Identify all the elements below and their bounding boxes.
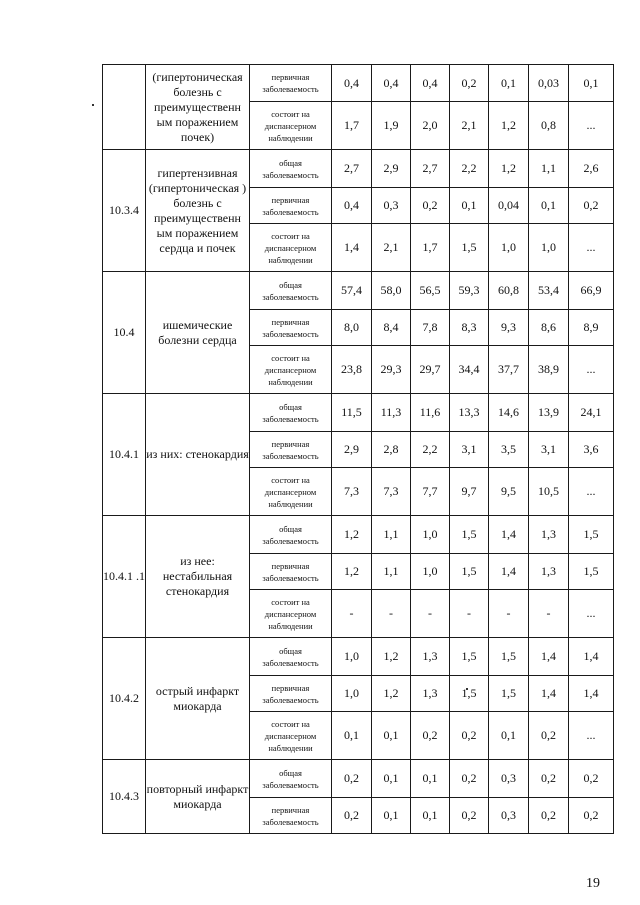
value-cell: 9,5 (489, 468, 529, 516)
value-cell: 0,3 (489, 798, 529, 834)
value-cell: 1,5 (450, 516, 489, 554)
value-cell: 58,0 (372, 272, 411, 310)
indicator-label: общая заболеваемость (250, 516, 332, 554)
value-cell: 2,0 (411, 102, 450, 150)
disease-name: из них: стенокардия (146, 394, 250, 516)
value-cell: 38,9 (529, 346, 569, 394)
indicator-label: общая заболеваемость (250, 760, 332, 798)
value-cell: 1,4 (529, 676, 569, 712)
value-cell: 13,3 (450, 394, 489, 432)
value-cell: 0,2 (411, 712, 450, 760)
value-cell: 0,03 (529, 65, 569, 102)
table-row (103, 394, 614, 432)
indicator-label: общая заболеваемость (250, 150, 332, 188)
page-number: 19 (586, 876, 600, 891)
value-cell: 1,3 (411, 676, 450, 712)
value-cell: 1,7 (411, 224, 450, 272)
value-cell: 8,0 (332, 310, 372, 346)
value-cell: 1,5 (569, 554, 614, 590)
value-cell: 1,3 (529, 516, 569, 554)
value-cell: 0,3 (372, 188, 411, 224)
value-cell: 1,5 (450, 638, 489, 676)
value-cell: 8,6 (529, 310, 569, 346)
disease-name: (гипертоническая болезнь с преимущественн ым поражением почек) (146, 65, 250, 150)
row-code: 10.3.4 (103, 150, 146, 272)
row-code: 10.4.2 (103, 638, 146, 760)
indicator-label: состоит на диспансерном наблюдении (250, 712, 332, 760)
value-cell: 0,2 (411, 188, 450, 224)
value-cell: 13,9 (529, 394, 569, 432)
value-cell: 0,1 (411, 760, 450, 798)
value-cell: ... (569, 468, 614, 516)
value-cell: 57,4 (332, 272, 372, 310)
value-cell: 8,9 (569, 310, 614, 346)
value-cell: 1,5 (450, 554, 489, 590)
value-cell: 1,1 (529, 150, 569, 188)
table-row (103, 272, 614, 310)
value-cell: 23,8 (332, 346, 372, 394)
value-cell: 7,8 (411, 310, 450, 346)
value-cell: 0,1 (529, 188, 569, 224)
value-cell: 0,2 (450, 760, 489, 798)
value-cell: 56,5 (411, 272, 450, 310)
value-cell: 7,3 (372, 468, 411, 516)
table-row (103, 638, 614, 676)
table-body (103, 65, 614, 834)
value-cell: 9,7 (450, 468, 489, 516)
value-cell: 0,2 (569, 760, 614, 798)
value-cell: 0,2 (332, 798, 372, 834)
value-cell: 0,4 (372, 65, 411, 102)
value-cell: 24,1 (569, 394, 614, 432)
value-cell: 0,2 (529, 760, 569, 798)
value-cell: 66,9 (569, 272, 614, 310)
value-cell: - (411, 590, 450, 638)
scan-speck (92, 104, 94, 106)
row-code: 10.4 (103, 272, 146, 394)
value-cell: 2,7 (332, 150, 372, 188)
value-cell: 0,4 (332, 65, 372, 102)
value-cell: 1,2 (332, 516, 372, 554)
row-code: 10.4.3 (103, 760, 146, 834)
indicator-label: состоит на диспансерном наблюдении (250, 102, 332, 150)
value-cell: 0,1 (450, 188, 489, 224)
indicator-label: первичная заболеваемость (250, 310, 332, 346)
value-cell: 1,2 (489, 150, 529, 188)
value-cell: 60,8 (489, 272, 529, 310)
indicator-label: состоит на диспансерном наблюдении (250, 346, 332, 394)
value-cell: 11,6 (411, 394, 450, 432)
value-cell: 1,4 (489, 554, 529, 590)
value-cell: 2,1 (372, 224, 411, 272)
indicator-label: первичная заболеваемость (250, 65, 332, 102)
value-cell: 1,4 (332, 224, 372, 272)
value-cell: 0,2 (450, 712, 489, 760)
value-cell: 8,4 (372, 310, 411, 346)
table-row (103, 150, 614, 188)
value-cell: 1,0 (411, 554, 450, 590)
value-cell: ... (569, 590, 614, 638)
value-cell: 9,3 (489, 310, 529, 346)
value-cell: 10,5 (529, 468, 569, 516)
value-cell: 0,1 (411, 798, 450, 834)
value-cell: 1,5 (489, 676, 529, 712)
indicator-label: состоит на диспансерном наблюдении (250, 590, 332, 638)
value-cell: 0,2 (569, 188, 614, 224)
row-code: 10.4.1 (103, 394, 146, 516)
value-cell: - (489, 590, 529, 638)
value-cell: 1,4 (529, 638, 569, 676)
disease-name: ишемические болезни сердца (146, 272, 250, 394)
disease-name: острый инфаркт миокарда (146, 638, 250, 760)
value-cell: 1,5 (489, 638, 529, 676)
value-cell: 37,7 (489, 346, 529, 394)
value-cell: 1,0 (489, 224, 529, 272)
value-cell: - (332, 590, 372, 638)
value-cell: 1,3 (411, 638, 450, 676)
value-cell: 1,4 (489, 516, 529, 554)
value-cell: 2,6 (569, 150, 614, 188)
disease-name: повторный инфаркт миокарда (146, 760, 250, 834)
value-cell: 8,3 (450, 310, 489, 346)
value-cell: 0,2 (450, 65, 489, 102)
value-cell: 29,3 (372, 346, 411, 394)
value-cell: 2,9 (332, 432, 372, 468)
disease-name: из нее: нестабильная стенокардия (146, 516, 250, 638)
value-cell: 1,0 (529, 224, 569, 272)
indicator-label: первичная заболеваемость (250, 554, 332, 590)
value-cell: 2,1 (450, 102, 489, 150)
value-cell: 2,9 (372, 150, 411, 188)
value-cell: 1,0 (332, 638, 372, 676)
disease-name: гипертензивная (гипертоническая ) болезнь с преимущественн ым поражением сердца и почек (146, 150, 250, 272)
value-cell: 53,4 (529, 272, 569, 310)
indicator-label: состоит на диспансерном наблюдении (250, 224, 332, 272)
value-cell: 1,0 (332, 676, 372, 712)
value-cell: 0,8 (529, 102, 569, 150)
value-cell: 0,1 (372, 760, 411, 798)
value-cell: - (372, 590, 411, 638)
value-cell: 11,3 (372, 394, 411, 432)
value-cell: 2,2 (450, 150, 489, 188)
table-row (103, 516, 614, 554)
value-cell: 0,1 (372, 712, 411, 760)
value-cell: 0,1 (372, 798, 411, 834)
value-cell: ... (569, 224, 614, 272)
row-code: 10.4.1 .1 (103, 516, 146, 638)
value-cell: 0,4 (332, 188, 372, 224)
value-cell: - (450, 590, 489, 638)
value-cell: 1,9 (372, 102, 411, 150)
value-cell: 2,2 (411, 432, 450, 468)
value-cell: 0,2 (569, 798, 614, 834)
indicator-label: общая заболеваемость (250, 394, 332, 432)
value-cell: 0,1 (489, 712, 529, 760)
value-cell: 0,1 (569, 65, 614, 102)
indicator-label: общая заболеваемость (250, 272, 332, 310)
indicator-label: общая заболеваемость (250, 638, 332, 676)
indicator-label: состоит на диспансерном наблюдении (250, 468, 332, 516)
value-cell: 1,2 (372, 676, 411, 712)
value-cell: 0,04 (489, 188, 529, 224)
value-cell: 11,5 (332, 394, 372, 432)
value-cell: 0,3 (489, 760, 529, 798)
value-cell: ... (569, 346, 614, 394)
value-cell: 1,5 (450, 676, 489, 712)
indicator-label: первичная заболеваемость (250, 188, 332, 224)
value-cell: 3,5 (489, 432, 529, 468)
value-cell: 1,7 (332, 102, 372, 150)
value-cell: 14,6 (489, 394, 529, 432)
value-cell: 0,2 (529, 798, 569, 834)
indicator-label: первичная заболеваемость (250, 432, 332, 468)
value-cell: 1,4 (569, 676, 614, 712)
value-cell: 3,1 (450, 432, 489, 468)
value-cell: 0,4 (411, 65, 450, 102)
indicator-label: первичная заболеваемость (250, 676, 332, 712)
value-cell: 1,2 (489, 102, 529, 150)
value-cell: ... (569, 712, 614, 760)
value-cell: 7,3 (332, 468, 372, 516)
value-cell: 1,2 (332, 554, 372, 590)
value-cell: 1,5 (450, 224, 489, 272)
indicator-label: первичная заболеваемость (250, 798, 332, 834)
value-cell: 1,1 (372, 516, 411, 554)
value-cell: 1,5 (569, 516, 614, 554)
value-cell: 0,1 (332, 712, 372, 760)
row-code (103, 65, 146, 150)
value-cell: 0,2 (332, 760, 372, 798)
table-row (103, 65, 614, 102)
value-cell: 3,1 (529, 432, 569, 468)
value-cell: - (529, 590, 569, 638)
table-row (103, 760, 614, 798)
value-cell: 1,4 (569, 638, 614, 676)
value-cell: 1,3 (529, 554, 569, 590)
value-cell: 1,1 (372, 554, 411, 590)
value-cell: 0,2 (450, 798, 489, 834)
value-cell: 2,8 (372, 432, 411, 468)
value-cell: 29,7 (411, 346, 450, 394)
value-cell: 1,2 (372, 638, 411, 676)
value-cell: 59,3 (450, 272, 489, 310)
value-cell: 1,0 (411, 516, 450, 554)
value-cell: 0,1 (489, 65, 529, 102)
value-cell: 2,7 (411, 150, 450, 188)
value-cell: 34,4 (450, 346, 489, 394)
value-cell: 7,7 (411, 468, 450, 516)
value-cell: 0,2 (529, 712, 569, 760)
value-cell: 3,6 (569, 432, 614, 468)
value-cell: ... (569, 102, 614, 150)
morbidity-table (102, 64, 614, 834)
